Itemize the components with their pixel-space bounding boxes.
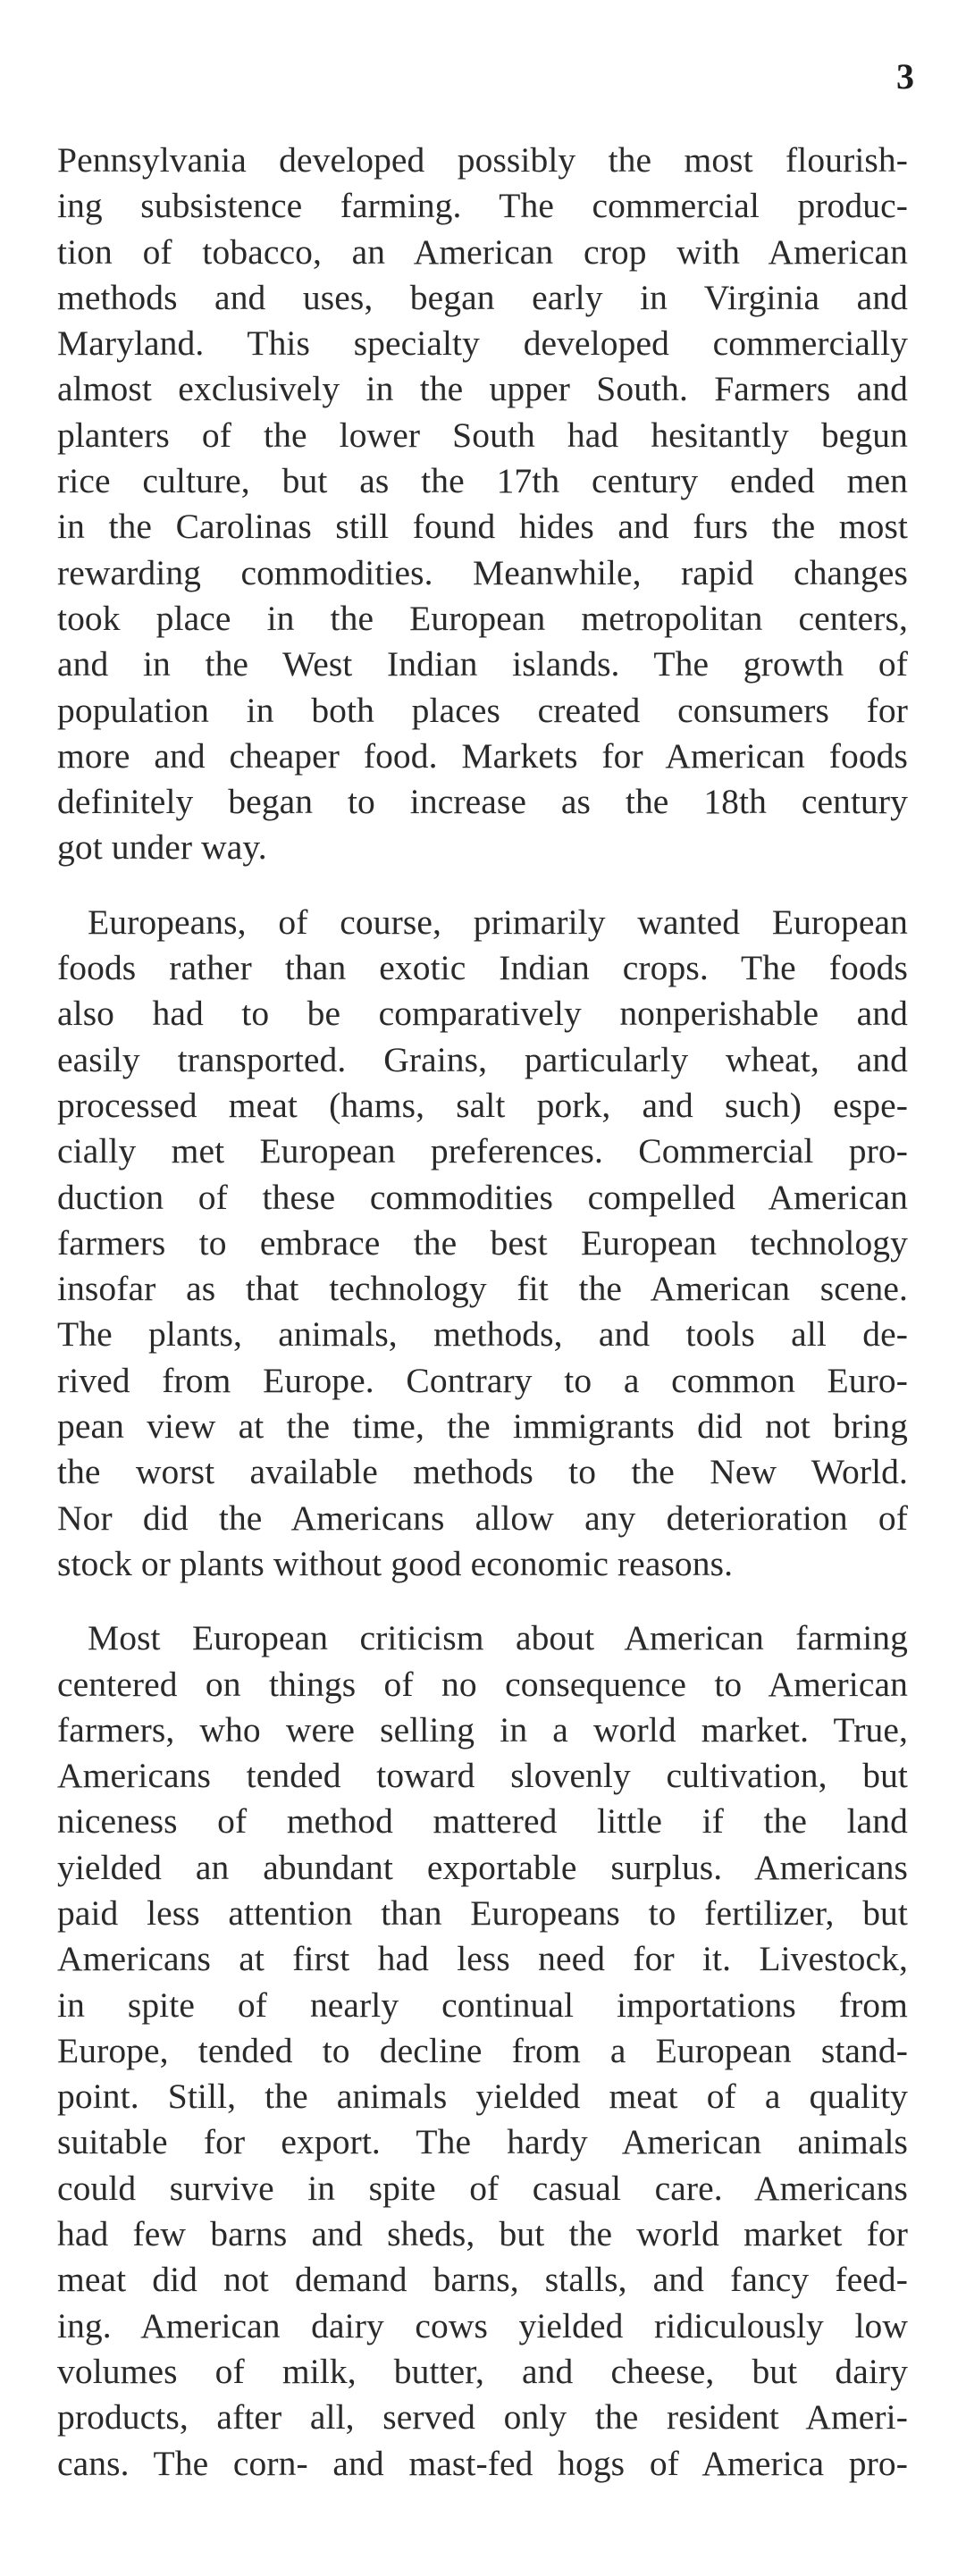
text-line: planters of the lower South had hesitantly begun bbox=[57, 415, 908, 455]
text-line: more and cheaper food. Markets for American foods bbox=[57, 735, 908, 776]
page-number: 3 bbox=[896, 56, 914, 96]
text-line: definitely began to increase as the 18th century bbox=[57, 782, 908, 822]
text-line: suitable for export. The hardy American animals bbox=[57, 2122, 908, 2162]
text-line: meat did not demand barns, stalls, and fancy feed- bbox=[57, 2260, 908, 2300]
text-line: pean view at the time, the immigrants did not bring bbox=[57, 1406, 908, 1447]
text-line: stock or plants without good economic reasons. bbox=[57, 1543, 734, 1583]
text-line: rewarding commodities. Meanwhile, rapid changes bbox=[57, 552, 908, 592]
text-line: also had to be comparatively nonperishable and bbox=[57, 994, 908, 1034]
text-line: point. Still, the animals yielded meat of a quality bbox=[57, 2077, 908, 2117]
text-line: ing. American dairy cows yielded ridiculously low bbox=[57, 2305, 908, 2345]
text-line: in the Carolinas still found hides and furs the most bbox=[57, 507, 908, 547]
text-line: took place in the European metropolitan centers, bbox=[57, 598, 908, 638]
paragraph-3 bbox=[57, 1615, 908, 2487]
text-line: and in the West Indian islands. The growth of bbox=[57, 644, 908, 684]
text-line: centered on things of no consequence to American bbox=[57, 1664, 908, 1704]
text-line: Pennsylvania developed possibly the most flourish- bbox=[57, 140, 908, 180]
text-line: in spite of nearly continual importations from bbox=[57, 1984, 908, 2025]
text-line: rice culture, but as the 17th century ended men bbox=[57, 461, 908, 501]
text-line: got under way. bbox=[57, 827, 267, 868]
text-line: methods and uses, began early in Virginia and bbox=[57, 277, 908, 317]
text-line: Nor did the Americans allow any deterioration of bbox=[57, 1498, 908, 1538]
text-line: population in both places created consumers for bbox=[57, 690, 908, 730]
text-line: rived from Europe. Contrary to a common Euro- bbox=[57, 1360, 908, 1400]
text-line: The plants, animals, methods, and tools all de- bbox=[57, 1314, 908, 1355]
text-line: Europe, tended to decline from a European stand- bbox=[57, 2030, 908, 2070]
text-line: Maryland. This specialty developed commercially bbox=[57, 323, 908, 364]
text-line: yielded an abundant exportable surplus. Americans bbox=[57, 1847, 908, 1887]
text-line: farmers, who were selling in a world market. True, bbox=[57, 1709, 908, 1749]
text-line: processed meat (hams, salt pork, and such) espe- bbox=[57, 1085, 908, 1125]
text-line: farmers to embrace the best European technology bbox=[57, 1222, 908, 1263]
text-line: almost exclusively in the upper South. Farmers and bbox=[57, 369, 908, 409]
text-line: could survive in spite of casual care. Americans bbox=[57, 2168, 908, 2208]
text-line: Americans tended toward slovenly cultivation, but bbox=[57, 1756, 908, 1796]
text-line: Americans at first had less need for it. Livestock, bbox=[57, 1939, 908, 1979]
text-line: easily transported. Grains, particularly wheat, and bbox=[57, 1039, 908, 1079]
text-line: tion of tobacco, an American crop with American bbox=[57, 231, 908, 272]
text-line: cially met European preferences. Commercial pro- bbox=[57, 1131, 908, 1171]
text-line: duction of these commodities compelled American bbox=[57, 1177, 908, 1217]
text-line: Europeans, of course, primarily wanted European bbox=[88, 902, 908, 942]
text-line: paid less attention than Europeans to fertilizer, but bbox=[57, 1892, 908, 1933]
text-line: products, after all, served only the resident Ameri- bbox=[57, 2397, 908, 2438]
paragraph-1 bbox=[57, 138, 908, 871]
text-line: had few barns and sheds, but the world market for bbox=[57, 2214, 908, 2254]
body-text bbox=[57, 138, 908, 2487]
text-line: cans. The corn- and mast-fed hogs of America pro- bbox=[57, 2443, 908, 2483]
text-line: insofar as that technology fit the American scene. bbox=[57, 1269, 908, 1309]
text-line: niceness of method mattered little if the land bbox=[57, 1801, 908, 1842]
text-line: volumes of milk, butter, and cheese, but dairy bbox=[57, 2351, 908, 2391]
paragraph-2 bbox=[57, 900, 908, 1587]
text-line: foods rather than exotic Indian crops. The foods bbox=[57, 948, 908, 988]
text-line: the worst available methods to the New World. bbox=[57, 1452, 908, 1492]
text-line: Most European criticism about American farming bbox=[88, 1618, 908, 1658]
text-line: ing subsistence farming. The commercial produc- bbox=[57, 186, 908, 226]
